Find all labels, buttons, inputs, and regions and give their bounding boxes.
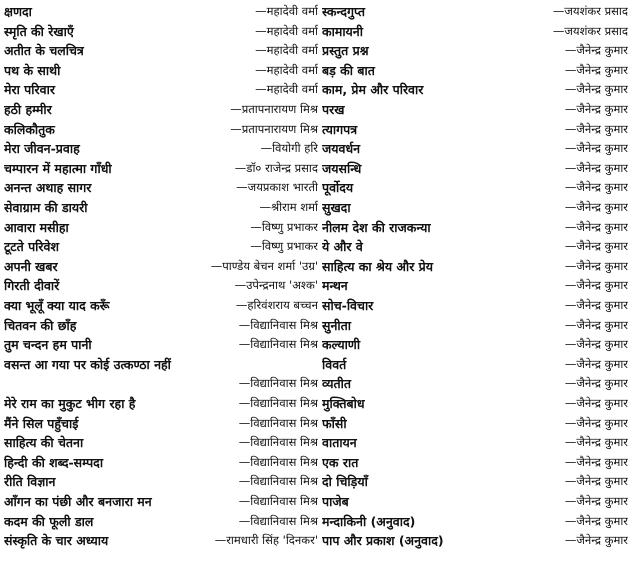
- right-book-title: त्यागपत्र: [322, 121, 358, 137]
- list-row: [0, 218, 636, 238]
- left-author-name: —विद्यानिवास मिश्र: [238, 435, 318, 450]
- left-author-name: —प्रतापनारायण मिश्र: [230, 102, 318, 116]
- left-book-title: वसन्त आ गया पर कोई उत्कण्ठा नहीं: [4, 356, 171, 372]
- left-book-title: मैंने सिल पहुँचाई: [4, 415, 79, 431]
- left-author-name: —महादेवी वर्मा: [255, 62, 318, 77]
- right-book-title: एक रात: [322, 454, 359, 470]
- left-author-name: —महादेवी वर्मा: [255, 4, 318, 18]
- left-author-name: —विद्यानिवास मिश्र: [238, 337, 318, 352]
- left-book-title: रीति विज्ञान: [4, 474, 56, 490]
- list-row: [0, 492, 636, 512]
- right-book-title: प्रस्तुत प्रश्न: [322, 43, 369, 59]
- right-author-name: —जैनेन्द्र कुमार: [564, 82, 628, 97]
- right-author-name: —जैनेन्द्र कुमार: [564, 160, 628, 175]
- left-book-title: क्षणदा: [4, 4, 32, 19]
- list-row: [0, 22, 636, 42]
- left-author-name: —विद्यानिवास मिश्र: [238, 454, 318, 469]
- list-row: [0, 120, 636, 140]
- list-row: [0, 178, 636, 198]
- list-row: [0, 237, 636, 257]
- list-row: [0, 2, 636, 22]
- right-author-name: —जैनेन्द्र कुमार: [564, 494, 628, 508]
- right-author-name: —जयशंकर प्रसाद: [552, 23, 628, 38]
- left-author-name: —विद्यानिवास मिश्र: [238, 376, 318, 391]
- right-book-title: व्यतीत: [322, 376, 352, 392]
- right-book-title: नीलम देश की राजकन्या: [322, 219, 431, 235]
- left-author-name: —उपेन्द्रनाथ 'अश्क': [234, 278, 318, 293]
- left-book-title: साहित्य की चेतना: [4, 435, 84, 451]
- list-row: [0, 100, 636, 120]
- list-row: [0, 41, 636, 61]
- right-author-name: —जैनेन्द्र कुमार: [564, 337, 628, 352]
- right-author-name: —जैनेन्द्र कुमार: [564, 278, 628, 293]
- right-book-title: कामायनी: [322, 23, 363, 39]
- right-book-title: पाप और प्रकाश (अनुवाद): [322, 533, 444, 549]
- right-book-title: साहित्य का श्रेय और प्रेय: [322, 258, 434, 274]
- left-book-title: आँगन का पंछी और बनजारा मन: [4, 494, 152, 509]
- left-author-name: —वियोगी हरि: [260, 141, 318, 156]
- right-book-title: मन्दाकिनी (अनुवाद): [322, 513, 416, 529]
- right-book-title: दो चिड़ियाँ: [322, 474, 368, 490]
- list-row: [0, 335, 636, 355]
- left-author-name: —रामधारी सिंह 'दिनकर': [214, 533, 318, 548]
- right-author-name: —जैनेन्द्र कुमार: [564, 396, 628, 410]
- right-author-name: —जैनेन्द्र कुमार: [564, 121, 628, 136]
- right-book-title: काम, प्रेम और परिवार: [322, 82, 424, 98]
- right-author-name: —जैनेन्द्र कुमार: [564, 62, 628, 77]
- left-book-title: मेरे राम का मुकुट भीग रहा है: [4, 396, 136, 411]
- list-row: [0, 374, 636, 394]
- right-book-title: ये और वे: [322, 239, 363, 255]
- right-author-name: —जयशंकर प्रसाद: [552, 4, 628, 18]
- list-row: [0, 316, 636, 336]
- list-row: [0, 257, 636, 277]
- right-book-title: सुनीता: [322, 317, 351, 333]
- list-row: [0, 414, 636, 434]
- right-book-title: जयसन्धि: [322, 160, 362, 176]
- right-book-title: सुखदा: [322, 200, 351, 215]
- left-book-title: मेरा परिवार: [4, 82, 55, 98]
- left-book-title: सेवाग्राम की डायरी: [4, 200, 88, 215]
- left-book-title: पथ के साथी: [4, 62, 61, 78]
- right-author-name: —जैनेन्द्र कुमार: [564, 102, 628, 116]
- left-author-name: —विद्यानिवास मिश्र: [238, 474, 318, 489]
- list-row: [0, 472, 636, 492]
- left-book-title: संस्कृति के चार अध्याय: [4, 533, 109, 549]
- right-book-title: जयवर्धन: [322, 141, 361, 157]
- right-author-name: —जैनेन्द्र कुमार: [564, 180, 628, 195]
- right-author-name: —जैनेन्द्र कुमार: [564, 200, 628, 214]
- left-book-title: क्या भूलूँ क्या याद करूँ: [4, 298, 110, 313]
- list-row: [0, 355, 636, 375]
- left-book-title: चितवन की छाँह: [4, 317, 77, 333]
- list-row: [0, 531, 636, 551]
- right-author-name: —जैनेन्द्र कुमार: [564, 258, 628, 273]
- list-row: [0, 433, 636, 453]
- left-author-name: —हरिवंशराय बच्चन: [235, 298, 318, 312]
- left-book-title: अनन्त अथाह सागर: [4, 180, 92, 196]
- left-book-title: चम्पारन में महात्मा गाँधी: [4, 160, 112, 176]
- right-author-name: —जैनेन्द्र कुमार: [564, 415, 628, 430]
- right-book-title: परख: [322, 102, 345, 117]
- right-author-name: —जैनेन्द्र कुमार: [564, 43, 628, 58]
- left-book-title: तुम चन्दन हम पानी: [4, 337, 92, 353]
- left-author-name: —महादेवी वर्मा: [255, 23, 318, 38]
- left-author-name: —महादेवी वर्मा: [255, 43, 318, 58]
- right-book-title: सोच-विचार: [322, 298, 374, 313]
- left-author-name: —जयप्रकाश भारती: [236, 180, 318, 195]
- right-book-title: पूर्वोदय: [322, 180, 354, 196]
- right-author-name: —जैनेन्द्र कुमार: [564, 356, 628, 371]
- right-author-name: —जैनेन्द्र कुमार: [564, 298, 628, 312]
- right-author-name: —जैनेन्द्र कुमार: [564, 454, 628, 469]
- left-book-title: हठी हम्मीर: [4, 102, 52, 117]
- left-book-title: कदम की फूली डाल: [4, 513, 94, 529]
- right-author-name: —जैनेन्द्र कुमार: [564, 317, 628, 332]
- left-book-title: गिरती दीवारें: [4, 278, 60, 294]
- list-row: [0, 80, 636, 100]
- left-book-title: स्मृति की रेखाएँ: [4, 23, 74, 39]
- left-book-title: अपनी खबर: [4, 258, 58, 274]
- list-row: [0, 512, 636, 532]
- list-row: [0, 394, 636, 414]
- right-author-name: —जैनेन्द्र कुमार: [564, 533, 628, 548]
- right-book-title: पाजेब: [322, 494, 349, 509]
- right-book-title: मुक्तिबोध: [322, 396, 365, 411]
- left-author-name: —विद्यानिवास मिश्र: [238, 494, 318, 508]
- left-author-name: —प्रतापनारायण मिश्र: [230, 121, 318, 136]
- right-book-title: मन्थन: [322, 278, 348, 294]
- left-book-title: मेरा जीवन-प्रवाह: [4, 141, 80, 157]
- left-book-title: अतीत के चलचित्र: [4, 43, 84, 59]
- right-author-name: —जैनेन्द्र कुमार: [564, 141, 628, 156]
- list-row: [0, 296, 636, 316]
- right-author-name: —जैनेन्द्र कुमार: [564, 239, 628, 254]
- left-book-title: टूटते परिवेश: [4, 239, 59, 255]
- left-author-name: —डॉ० राजेन्द्र प्रसाद: [234, 160, 318, 175]
- list-row: [0, 159, 636, 179]
- right-book-title: फाँसी: [322, 415, 347, 431]
- left-author-name: —महादेवी वर्मा: [255, 82, 318, 97]
- right-book-title: कल्याणी: [322, 337, 361, 353]
- left-author-name: —विद्यानिवास मिश्र: [238, 317, 318, 332]
- list-row: [0, 198, 636, 218]
- right-book-title: वातायन: [322, 435, 357, 451]
- left-author-name: —विद्यानिवास मिश्र: [238, 396, 318, 410]
- right-author-name: —जैनेन्द्र कुमार: [564, 376, 628, 391]
- left-author-name: —श्रीराम शर्मा: [259, 200, 318, 214]
- list-row: [0, 139, 636, 159]
- right-book-title: विवर्त: [322, 356, 347, 372]
- right-author-name: —जैनेन्द्र कुमार: [564, 219, 628, 234]
- right-author-name: —जैनेन्द्र कुमार: [564, 474, 628, 489]
- left-book-title: कलिकौतुक: [4, 121, 55, 137]
- left-author-name: —विष्णु प्रभाकर: [250, 239, 318, 254]
- right-author-name: —जैनेन्द्र कुमार: [564, 513, 628, 528]
- list-row: [0, 276, 636, 296]
- left-book-title: हिन्दी की शब्द-सम्पदा: [4, 454, 104, 470]
- right-author-name: —जैनेन्द्र कुमार: [564, 435, 628, 450]
- list-row: [0, 61, 636, 81]
- list-row: [0, 453, 636, 473]
- left-author-name: —विद्यानिवास मिश्र: [238, 415, 318, 430]
- left-book-title: आवारा मसीहा: [4, 219, 69, 235]
- left-author-name: —पाण्डेय बेचन शर्मा 'उग्र': [210, 258, 318, 273]
- right-book-title: बड़ की बात: [322, 62, 375, 78]
- left-author-name: —विद्यानिवास मिश्र: [238, 513, 318, 528]
- left-author-name: —विष्णु प्रभाकर: [250, 219, 318, 234]
- right-book-title: स्कन्दगुप्त: [322, 4, 365, 19]
